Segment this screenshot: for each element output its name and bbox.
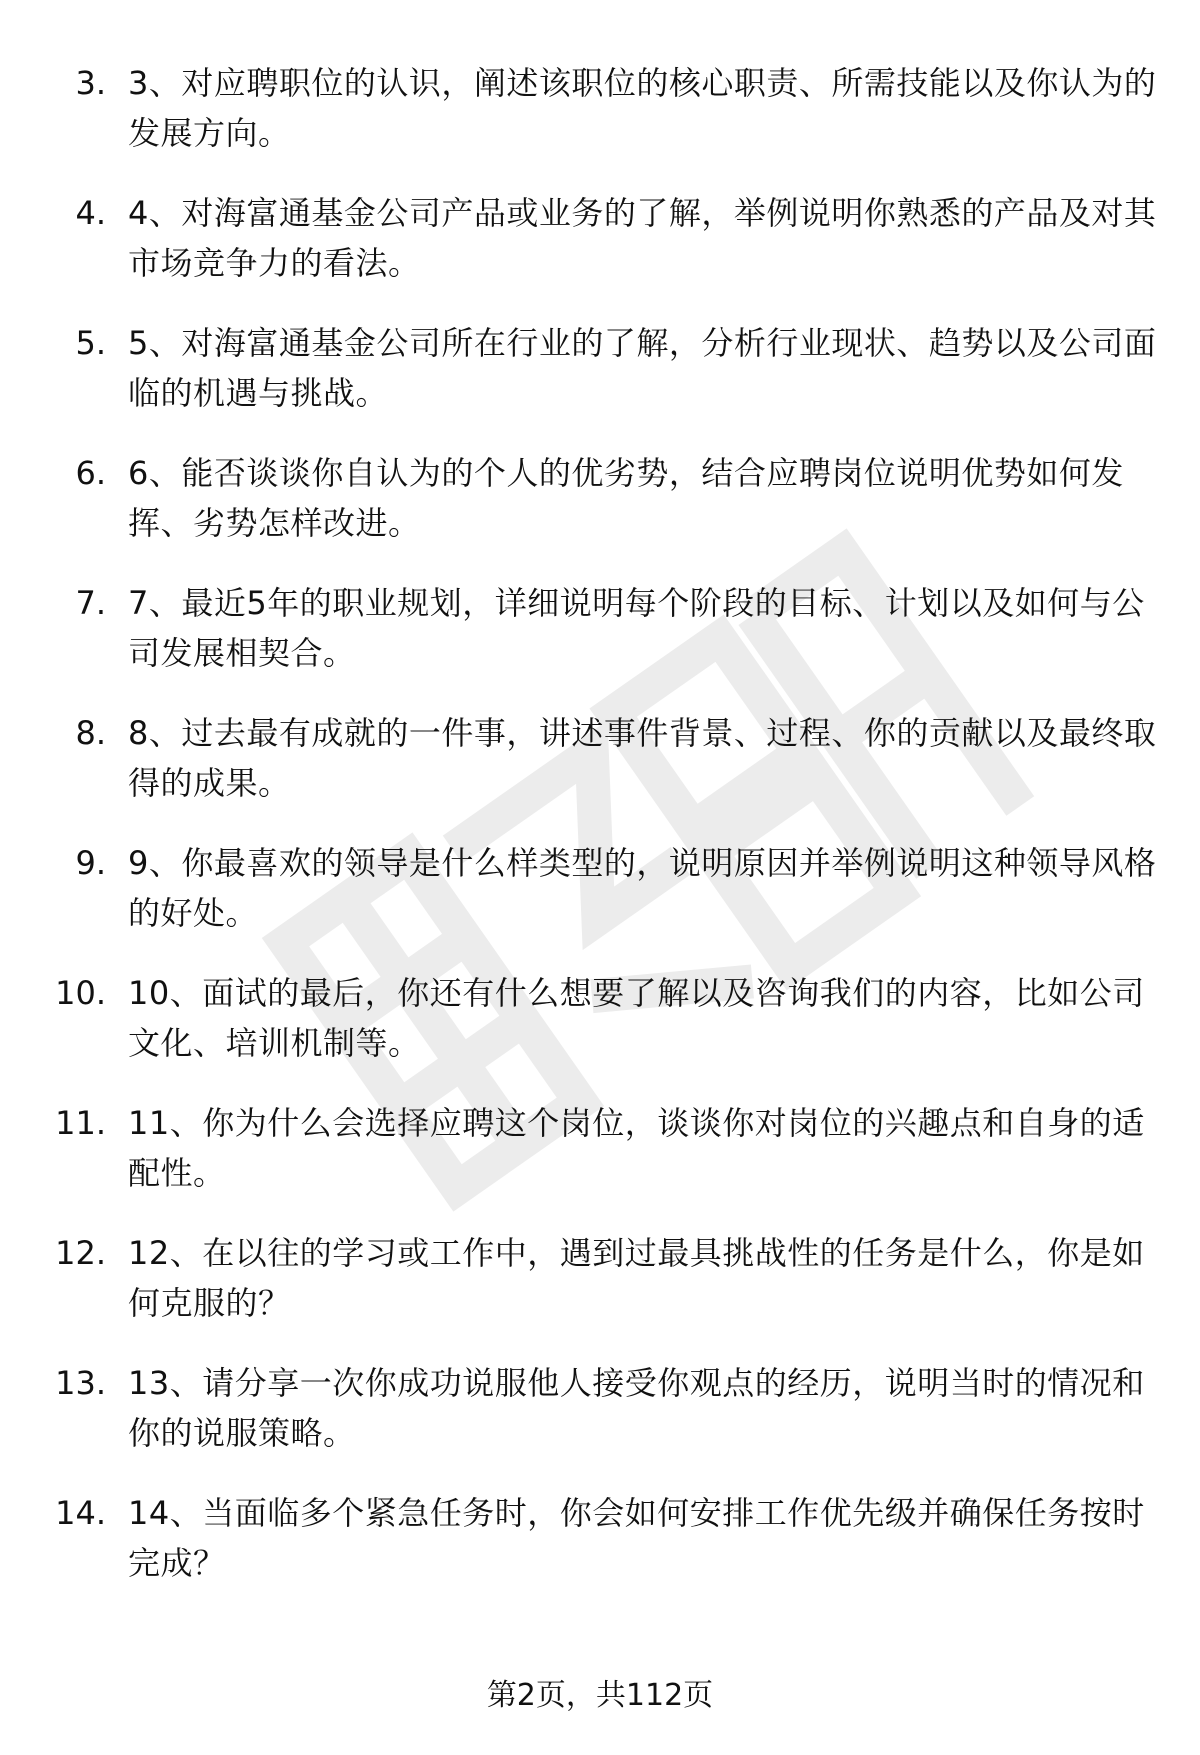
question-text: 7、最近5年的职业规划，详细说明每个阶段的目标、计划以及如何与公司发展相契合。: [128, 584, 1145, 672]
question-item: [0, 58, 1200, 188]
question-number: 7.: [75, 584, 106, 622]
question-item: [0, 1098, 1200, 1228]
question-number: 14.: [55, 1494, 106, 1532]
question-number: 4.: [75, 194, 106, 232]
question-text: 3、对应聘职位的认识，阐述该职位的核心职责、所需技能以及你认为的发展方向。: [128, 64, 1157, 152]
question-number: 11.: [55, 1104, 106, 1142]
page-number-footer: 第2页，共112页: [486, 1678, 714, 1713]
question-text: 13、请分享一次你成功说服他人接受你观点的经历，说明当时的情况和你的说服策略。: [128, 1364, 1145, 1452]
question-number: 5.: [75, 324, 106, 362]
question-item: [0, 578, 1200, 708]
question-item: [0, 1228, 1200, 1358]
question-text: 11、你为什么会选择应聘这个岗位，谈谈你对岗位的兴趣点和自身的适配性。: [128, 1104, 1145, 1192]
question-text: 5、对海富通基金公司所在行业的了解，分析行业现状、趋势以及公司面临的机遇与挑战。: [128, 324, 1157, 412]
question-text: 4、对海富通基金公司产品或业务的了解，举例说明你熟悉的产品及对其市场竞争力的看法。: [128, 194, 1157, 282]
question-text: 12、在以往的学习或工作中，遇到过最具挑战性的任务是什么，你是如何克服的？: [128, 1234, 1145, 1322]
question-number: 13.: [55, 1364, 106, 1402]
question-text: 8、过去最有成就的一件事，讲述事件背景、过程、你的贡献以及最终取得的成果。: [128, 714, 1157, 802]
question-item: [0, 318, 1200, 448]
question-text: 6、能否谈谈你自认为的个人的优劣势，结合应聘岗位说明优势如何发挥、劣势怎样改进。: [128, 454, 1124, 542]
question-text: 10、面试的最后，你还有什么想要了解以及咨询我们的内容，比如公司文化、培训机制等。: [128, 974, 1145, 1062]
question-text: 9、你最喜欢的领导是什么样类型的，说明原因并举例说明这种领导风格的好处。: [128, 844, 1157, 932]
question-item: [0, 188, 1200, 318]
question-list: [0, 58, 1200, 1618]
question-item: [0, 1358, 1200, 1488]
question-number: 8.: [75, 714, 106, 752]
question-item: [0, 708, 1200, 838]
question-number: 12.: [55, 1234, 106, 1272]
question-number: 10.: [55, 974, 106, 1012]
question-text: 14、当面临多个紧急任务时，你会如何安排工作优先级并确保任务按时完成？: [128, 1494, 1145, 1582]
question-item: [0, 838, 1200, 968]
question-item: [0, 968, 1200, 1098]
question-number: 6.: [75, 454, 106, 492]
question-item: [0, 448, 1200, 578]
question-item: [0, 1488, 1200, 1618]
question-number: 3.: [75, 64, 106, 102]
question-number: 9.: [75, 844, 106, 882]
